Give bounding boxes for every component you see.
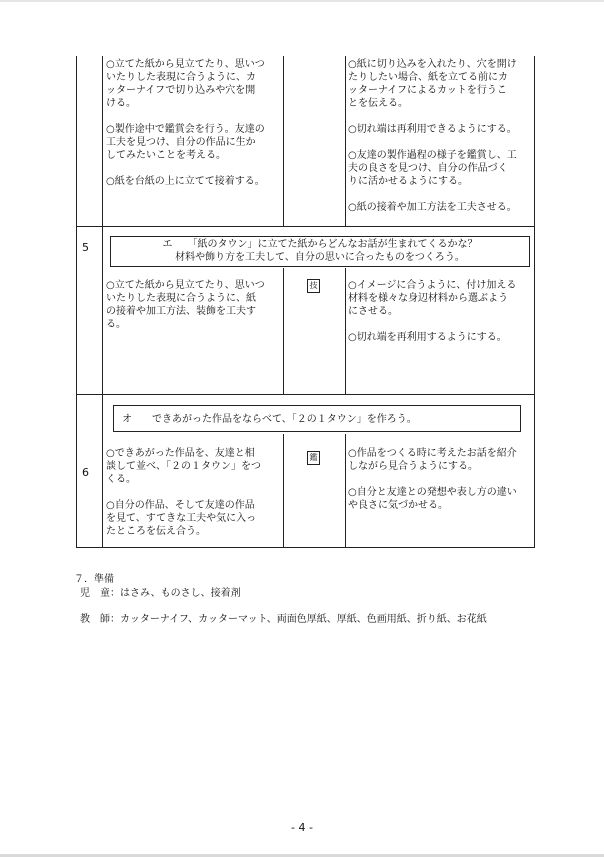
children-label: 児 童： bbox=[80, 588, 120, 599]
table-divider-support-a bbox=[345, 56, 346, 226]
table-divider-eval-b bbox=[283, 268, 284, 394]
row-5-activities: ○立てた紙から見立てたり、思いつ いたりした表現に合うように、紙 の接着や加工方法、装飾を工夫す る。 bbox=[106, 280, 265, 330]
skill-evaluation-stamp: 技 bbox=[307, 279, 320, 293]
children-materials bbox=[80, 587, 241, 600]
page-top-edge bbox=[0, 0, 604, 2]
row-6-heading-box: オ できあがった作品をならべて、「２の１タウン」を作ろう。 bbox=[113, 405, 521, 432]
table-divider-step bbox=[102, 56, 103, 548]
teacher-label: 教 師： bbox=[80, 614, 120, 625]
table-divider-support-b bbox=[345, 268, 346, 394]
row-separator-2 bbox=[76, 394, 535, 395]
row-5-support: ○イメージに合うように、付け加える 材料を様々な身辺材料から選ぶよう にさせる。 ○切れ端を再利用するようにする。 bbox=[348, 280, 517, 343]
row-6-activities: ○できあがった作品を、友達と相 談して並べ、「２の１タウン」をつ くる。 ○自分の作品、そして友達の作品 を見て、すてきな工夫や気に入っ たところを伝え合う。 bbox=[106, 448, 261, 537]
row-5-step-number: 5 bbox=[82, 241, 89, 254]
table-border-right bbox=[534, 56, 535, 548]
page-number: - 4 - bbox=[291, 821, 313, 834]
row-separator-1 bbox=[76, 226, 535, 227]
appreciation-evaluation-stamp: 鑑 bbox=[307, 451, 320, 465]
preparation-heading: ７．準備 bbox=[74, 574, 114, 585]
table-divider-eval-a bbox=[283, 56, 284, 226]
row-5-heading-box: エ 「紙のタウン」に立てた紙からどんなお話が生まれてくるかな？ 材料や飾り方を工夫して、自分の思いに合ったものをつくろう。 bbox=[110, 236, 530, 267]
row-6-support: ○作品をつくる時に考えたお話を紹介 しながら見合うようにする。 ○自分と友達との発想や表し方の違い や良さに気づかせる。 bbox=[348, 448, 517, 511]
table-divider-support-c bbox=[345, 434, 346, 548]
table-divider-eval-c bbox=[283, 434, 284, 548]
row-6-step-number: 6 bbox=[82, 466, 89, 479]
table-border-left bbox=[76, 56, 77, 548]
row-1-activities: ○立てた紙から見立てたり、思いつ いたりした表現に合うように、カ ッターナイフで切り込みや穴を開 ける。 ○製作途中で鑑賞会を行う。友達の 工夫を見つけ、自分の作品に生か してみたいことを考える。 ○紙を台紙の上に立てて接着する。 bbox=[106, 59, 265, 187]
children-items: はさみ、ものさし、接着剤 bbox=[120, 588, 241, 599]
row-1-support: ○紙に切り込みを入れたり、穴を開け たりしたい場合、紙を立てる前にカ ッターナイフによるカットを行うこ とを伝える。 ○切れ端は再利用できるようにする。 ○友達の製作過程の様子を鑑賞し、工 夫の良さを見つけ、自分の作品づく りに活かせるようにする。 ○紙の接着や加工方法を工夫させる。 bbox=[348, 59, 517, 213]
table-border-bottom bbox=[76, 547, 535, 548]
teacher-materials bbox=[80, 613, 487, 626]
teacher-items: カッターナイフ、カッターマット、両面色厚紙、厚紙、色画用紙、折り紙、お花紙 bbox=[120, 614, 487, 625]
